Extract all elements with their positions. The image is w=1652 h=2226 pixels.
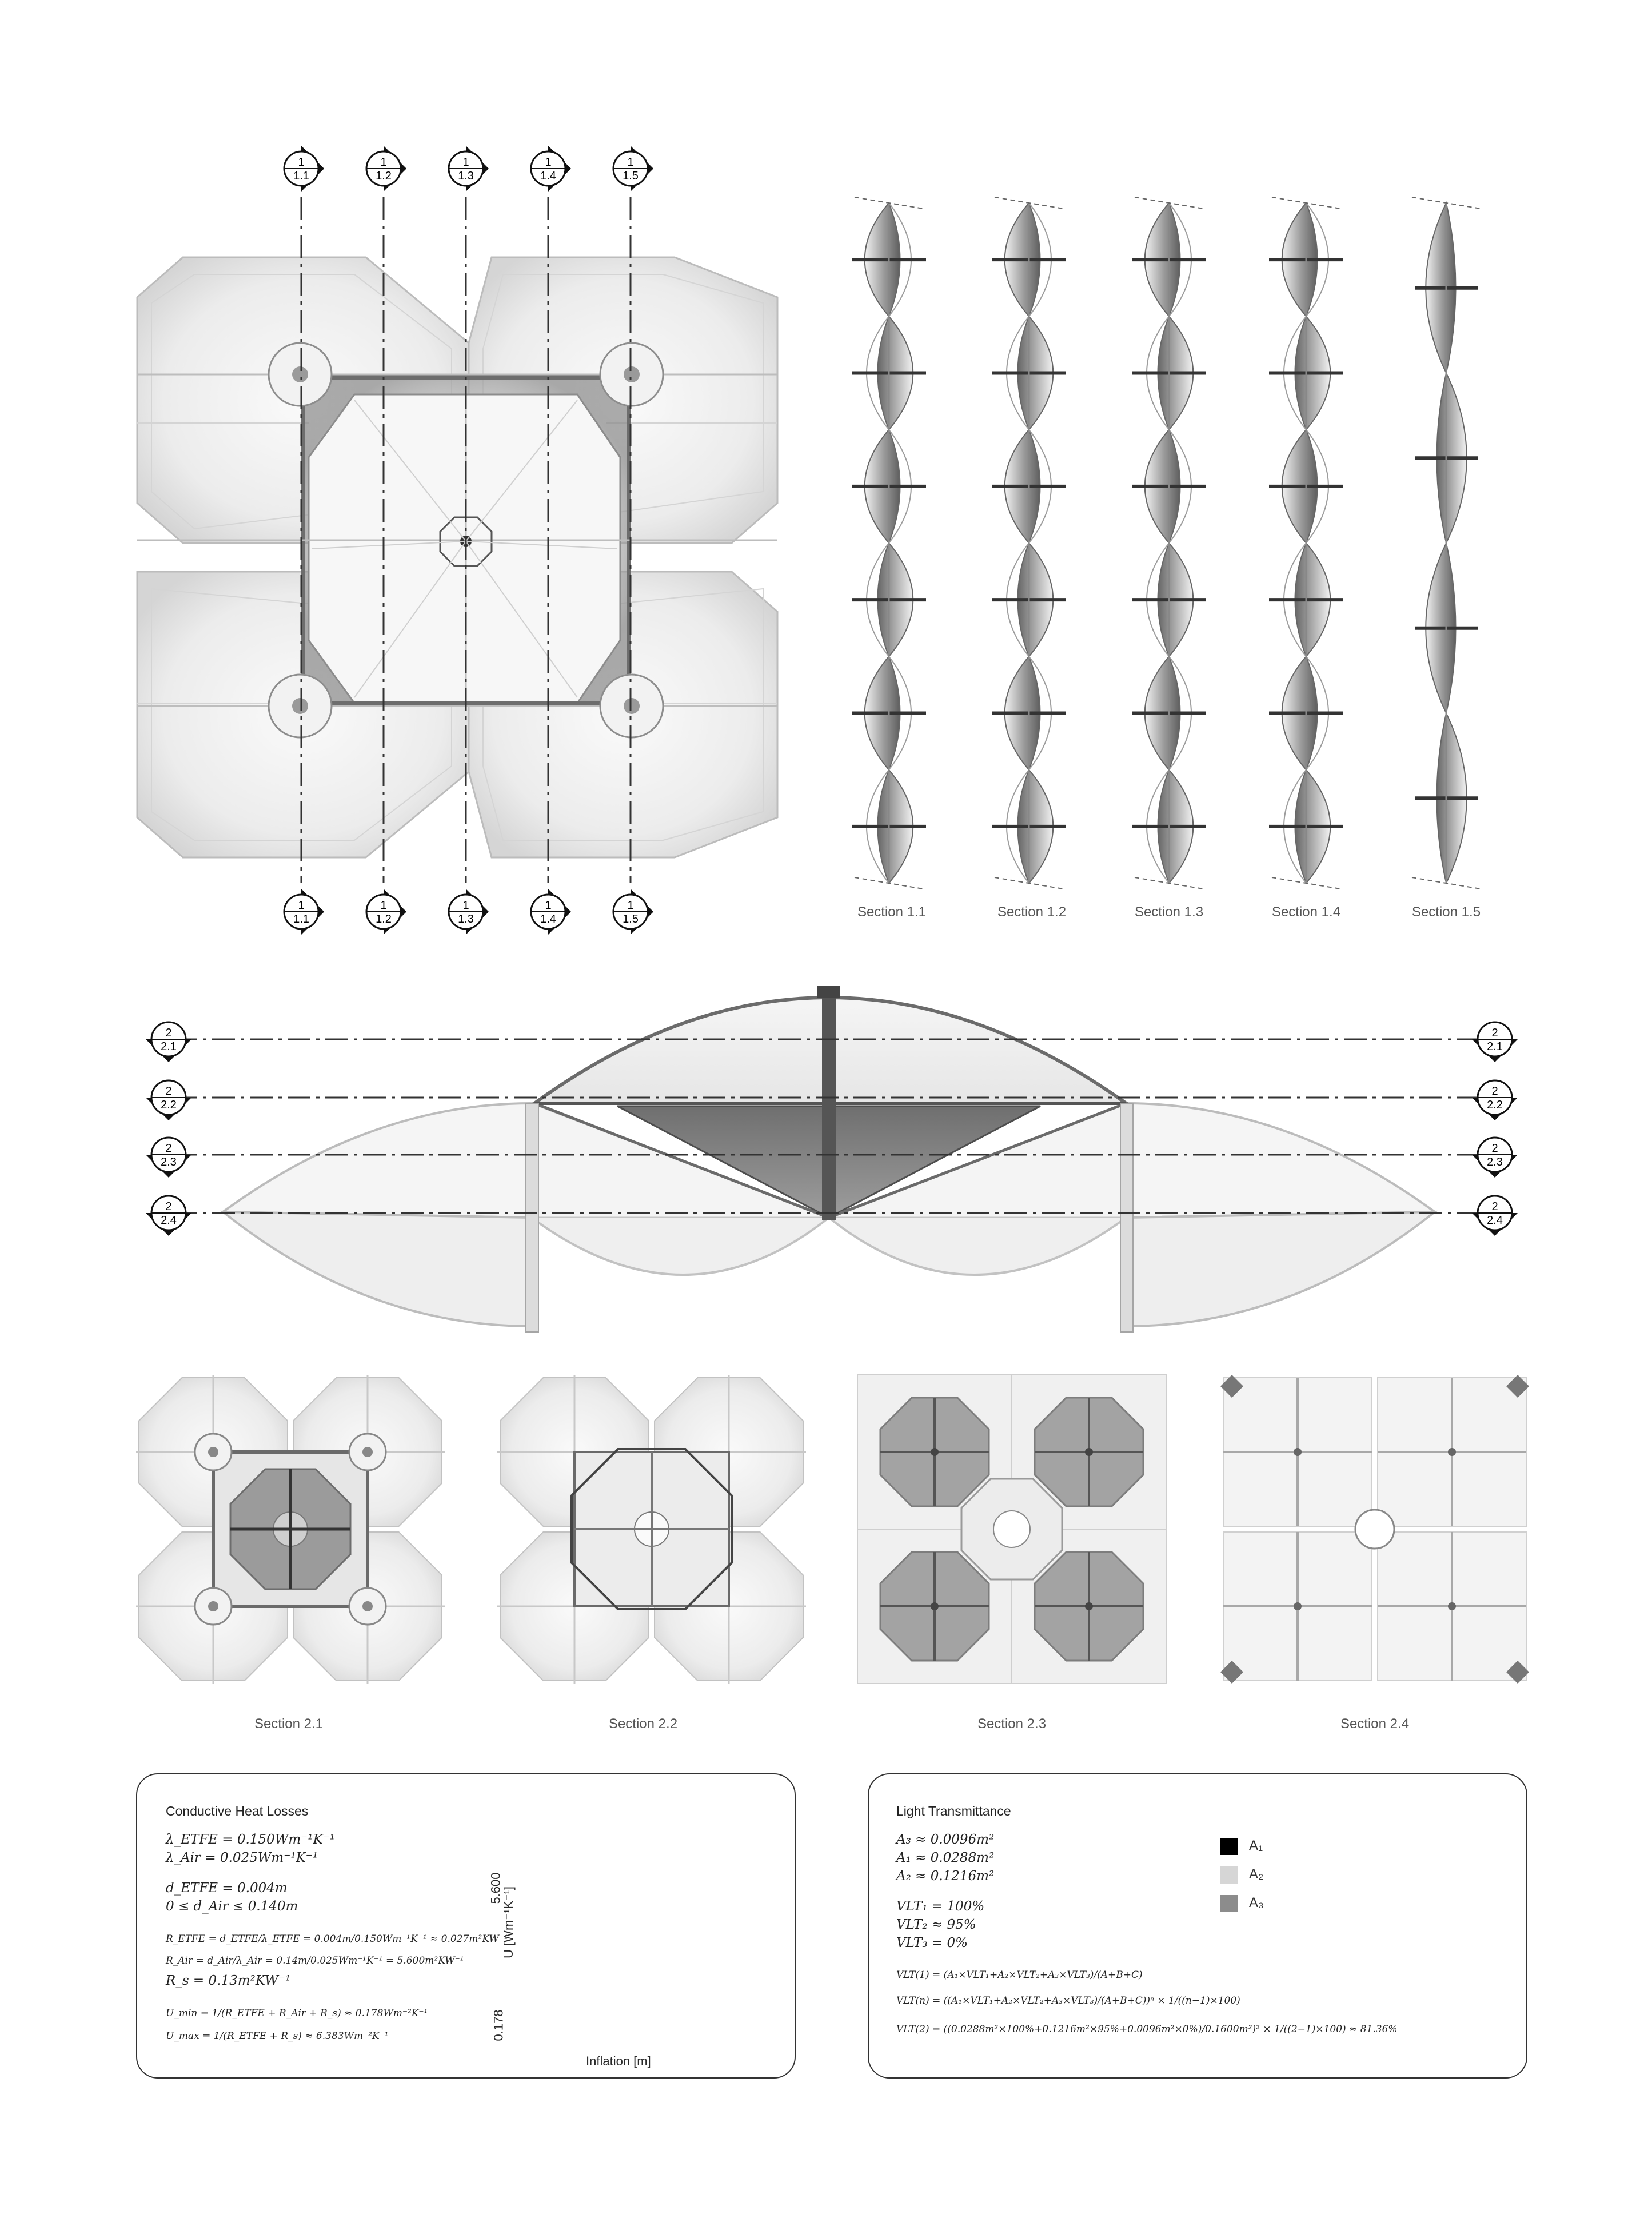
caption-section-1-2: Section 1.2 [997,904,1067,920]
section-marker-top-1.4 [522,143,574,194]
caption-section-2-4: Section 2.4 [1340,1716,1410,1732]
plan-section-2-4-drawing [1220,1375,1529,1684]
lambda-etfe: λ_ETFE = 0.150Wm⁻¹K⁻¹ [166,1832,336,1847]
section-marker-top-1.2 [358,143,409,194]
legend-swatch-a2 [1220,1866,1238,1884]
marker-sheet-number: 1 [462,156,469,169]
r-s: R_s = 0.13m²KW⁻¹ [166,1973,291,1988]
marker-section-number: 1.5 [623,913,639,925]
vlt-of-n: VLT(n) = ((A₁×VLT₁+A₂×VLT₂+A₃×VLT₃)/(A+B+C))ⁿ × 1/((n−1)×100) [896,1995,1240,2006]
vlt-3: VLT₃ = 0% [896,1936,968,1950]
marker-sheet-number: 1 [545,899,552,912]
marker-section-number: 2.3 [161,1156,177,1168]
legend-swatch-a3 [1220,1895,1238,1912]
vertical-section-1 [852,197,926,889]
heat-panel-title: Conductive Heat Losses [166,1804,309,1818]
marker-section-number: 1.4 [540,913,556,925]
caption-section-1-3: Section 1.3 [1134,904,1204,920]
section-marker-right-2.4 [1469,1187,1521,1239]
graph-ytick-max: 5.600 [488,1872,503,1904]
elevation-section-drawing [174,986,1483,1332]
section-marker-right-2.1 [1469,1014,1521,1065]
section-marker-left-2.1 [143,1014,194,1065]
graph-xlabel: Inflation [m] [586,2054,651,2068]
marker-sheet-number: 2 [165,1142,172,1155]
vertical-section-5 [1412,197,1481,889]
section-marker-bottom-1.4 [522,886,574,938]
marker-section-number: 2.4 [1487,1214,1503,1227]
section-marker-left-2.2 [143,1072,194,1123]
marker-sheet-number: 1 [462,899,469,912]
caption-section-1-5: Section 1.5 [1411,904,1481,920]
u-max: U_max = 1/(R_ETFE + R_s) ≈ 6.383Wm⁻²K⁻¹ [166,2030,389,2042]
main-plan-drawing [137,197,777,883]
r-air: R_Air = d_Air/λ_Air = 0.14m/0.025Wm⁻¹K⁻¹ = 5.600m²KW⁻¹ [166,1955,464,1966]
marker-section-number: 1.3 [458,170,474,182]
vlt-of-1: VLT(1) = (A₁×VLT₁+A₂×VLT₂+A₃×VLT₃)/(A+B+C) [896,1969,1143,1981]
marker-section-number: 1.5 [623,170,639,182]
marker-section-number: 2.4 [161,1214,177,1227]
marker-sheet-number: 1 [627,899,634,912]
marker-section-number: 2.3 [1487,1156,1503,1168]
marker-section-number: 1.3 [458,913,474,925]
marker-sheet-number: 1 [380,156,387,169]
marker-sheet-number: 2 [1491,1200,1498,1213]
legend-label-a3: A₃ [1249,1895,1264,1910]
marker-section-number: 2.1 [161,1040,177,1053]
area-a1: A₁ ≈ 0.0288m² [896,1850,995,1865]
marker-sheet-number: 1 [545,156,552,169]
area-a3: A₃ ≈ 0.0096m² [896,1832,995,1847]
section-marker-bottom-1.3 [440,886,492,938]
vlt-1: VLT₁ = 100% [896,1899,985,1914]
marker-section-number: 1.1 [293,913,309,925]
marker-sheet-number: 2 [1491,1142,1498,1155]
marker-sheet-number: 2 [1491,1027,1498,1039]
vertical-section-4 [1269,197,1343,889]
caption-section-2-1: Section 2.1 [254,1716,324,1732]
plan-section-2-3-drawing [857,1375,1166,1684]
marker-section-number: 1.1 [293,170,309,182]
graph-ytick-min: 0.178 [491,2009,506,2041]
caption-section-1-4: Section 1.4 [1271,904,1341,920]
caption-section-1-1: Section 1.1 [857,904,927,920]
marker-section-number: 1.4 [540,170,556,182]
marker-sheet-number: 1 [380,899,387,912]
light-panel-title: Light Transmittance [896,1804,1011,1818]
marker-section-number: 1.2 [376,913,392,925]
vertical-sections-drawing [852,197,1481,889]
marker-section-number: 2.2 [1487,1099,1503,1111]
plan-section-2-2-drawing [497,1375,806,1684]
marker-section-number: 2.1 [1487,1040,1503,1053]
vertical-section-2 [992,197,1066,889]
marker-section-number: 2.2 [161,1099,177,1111]
plan-section-2-1-drawing [136,1375,445,1684]
legend-label-a2: A₂ [1249,1866,1264,1882]
marker-sheet-number: 1 [298,156,305,169]
section-marker-right-2.2 [1469,1072,1521,1123]
marker-sheet-number: 2 [165,1200,172,1213]
section-marker-bottom-1.5 [605,886,656,938]
section-marker-top-1.1 [276,143,327,194]
section-marker-right-2.3 [1469,1129,1521,1180]
section-marker-left-2.4 [143,1187,194,1239]
area-a2: A₂ ≈ 0.1216m² [896,1869,995,1884]
marker-section-number: 1.2 [376,170,392,182]
section-marker-left-2.3 [143,1129,194,1180]
lambda-air: λ_Air = 0.025Wm⁻¹K⁻¹ [166,1850,318,1865]
vertical-section-3 [1132,197,1206,889]
marker-sheet-number: 2 [165,1027,172,1039]
graph-ylabel: U [Wm⁻¹K⁻¹] [501,1886,516,1958]
vlt-of-2: VLT(2) = ((0.0288m²×100%+0.1216m²×95%+0.0096m²×0%)/0.1600m²)² × 1/((2−1)×100) ≈ 81.36% [896,2024,1398,2035]
r-etfe: R_ETFE = d_ETFE/λ_ETFE = 0.004m/0.150Wm⁻¹K⁻¹ ≈ 0.027m²KW⁻¹ [166,1933,508,1945]
legend-label-a1: A₁ [1249,1838,1263,1853]
marker-sheet-number: 2 [1491,1085,1498,1098]
d-etfe: d_ETFE = 0.004m [166,1881,288,1896]
marker-sheet-number: 1 [298,899,305,912]
marker-sheet-number: 1 [627,156,634,169]
section-marker-top-1.3 [440,143,492,194]
section-marker-bottom-1.1 [276,886,327,938]
caption-section-2-3: Section 2.3 [977,1716,1047,1732]
d-air-range: 0 ≤ d_Air ≤ 0.140m [166,1899,298,1914]
vlt-2: VLT₂ ≈ 95% [896,1917,976,1932]
section-marker-bottom-1.2 [358,886,409,938]
marker-sheet-number: 2 [165,1085,172,1098]
section-marker-top-1.5 [605,143,656,194]
u-min: U_min = 1/(R_ETFE + R_Air + R_s) ≈ 0.178Wm⁻²K⁻¹ [166,2008,428,2019]
legend-swatch-a1 [1220,1838,1238,1855]
caption-section-2-2: Section 2.2 [608,1716,678,1732]
